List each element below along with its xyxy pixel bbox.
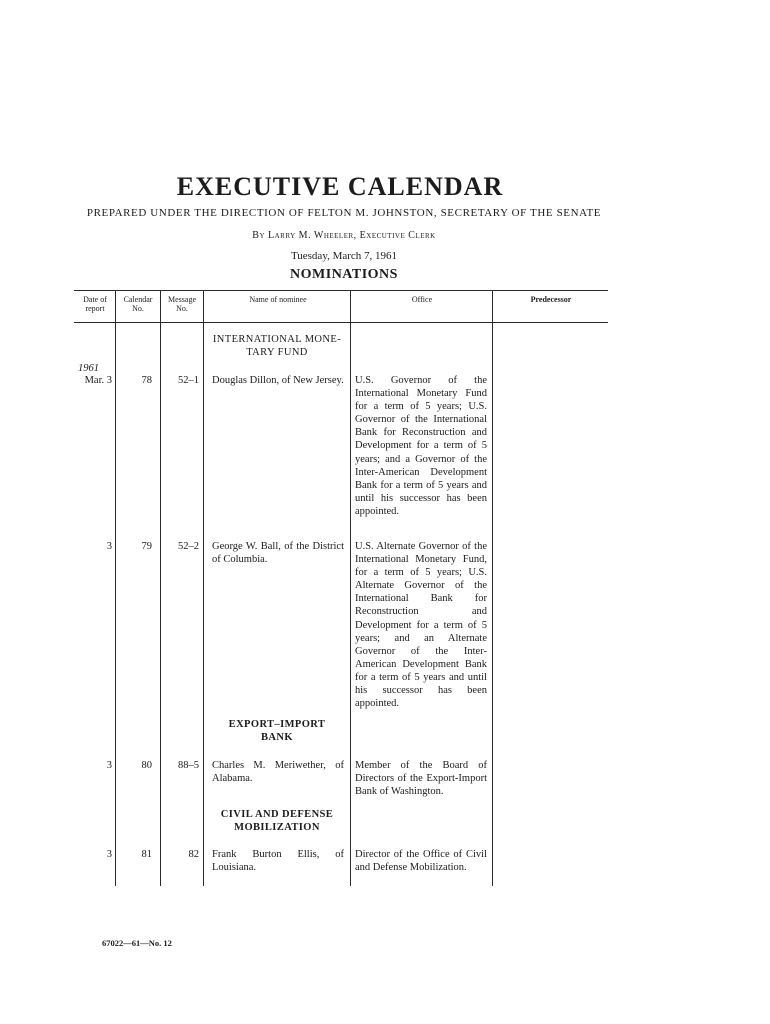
entry-office: Director of the Office of Civil and Defense Mobilization. — [355, 849, 487, 874]
column-header-predecessor: Predecessor — [530, 295, 572, 304]
section-heading-imf: INTERNATIONAL MONE-TARY FUND — [212, 334, 342, 358]
section-heading-export-import: EXPORT–IMPORT BANK — [228, 719, 326, 743]
entry-nominee-name: Douglas Dillon, of New Jersey. — [212, 375, 344, 386]
column-divider — [203, 290, 204, 886]
entry-nominee-name: Charles M. Meriwether, of Alabama. — [212, 760, 344, 785]
column-header-date: Date of report — [83, 295, 107, 313]
table-top-rule — [74, 290, 608, 291]
print-code-footer: 67022—61—No. 12 — [102, 938, 172, 948]
calendar-date: Tuesday, March 7, 1961 — [290, 250, 398, 262]
entry-calendar-no: 81 — [141, 849, 152, 860]
entry-date: Mar. 3 — [84, 375, 112, 386]
clerk-byline: By Larry M. Wheeler, Executive Clerk — [252, 230, 436, 241]
entry-office: Member of the Board of Directors of the Export-Import Bank of Washington. — [355, 760, 487, 798]
column-divider — [350, 290, 351, 886]
page-title: EXECUTIVE CALENDAR — [176, 172, 504, 201]
column-header-office: Office — [411, 295, 433, 304]
entry-calendar-no: 78 — [141, 375, 152, 386]
column-divider — [115, 290, 116, 886]
column-header-calendar: Calendar No. — [123, 295, 153, 313]
entry-date: 3 — [106, 760, 112, 771]
table-header-rule — [74, 322, 608, 323]
entry-message-no: 52–1 — [178, 375, 199, 386]
entry-date: 3 — [106, 541, 112, 552]
column-header-message: Message No. — [168, 295, 196, 313]
entry-date: 3 — [106, 849, 112, 860]
section-heading-civil-defense: CIVIL AND DEFENSE MOBILIZATION — [220, 809, 334, 833]
column-divider — [160, 290, 161, 886]
entry-message-no: 52–2 — [178, 541, 199, 552]
column-divider — [492, 290, 493, 886]
entry-message-no: 82 — [188, 849, 199, 860]
column-header-name: Name of nominee — [249, 295, 307, 304]
entry-message-no: 88–5 — [178, 760, 199, 771]
entry-office: U.S. Alternate Governor of the International Monetary Fund, for a term of 5 years; U.S. Alternate Governor of the International Bank for Reconstruction and Development for a term of 5 years; and an Alternate Governor of the Inter-American Development Bank for a term of 5 years and until his successor has been appointed. — [355, 541, 487, 710]
entry-office: U.S. Governor of the International Monetary Fund for a term of 5 years; U.S. Governor of the International Bank for Reconstruction and Development for a term of 5 years; and a Governor of the Inter-American Development Bank for a term of 5 years and until his successor has been appointed. — [355, 375, 487, 517]
entry-calendar-no: 80 — [141, 760, 152, 771]
entry-nominee-name: Frank Burton Ellis, of Louisiana. — [212, 849, 344, 874]
nominations-heading: NOMINATIONS — [290, 267, 398, 282]
entry-nominee-name: George W. Ball, of the District of Columbia. — [212, 541, 344, 566]
entry-calendar-no: 79 — [141, 541, 152, 552]
prepared-by-line: PREPARED UNDER THE DIRECTION OF FELTON M. JOHNSTON, SECRETARY OF THE SENATE — [86, 207, 602, 219]
year-label: 1961 — [78, 363, 99, 374]
